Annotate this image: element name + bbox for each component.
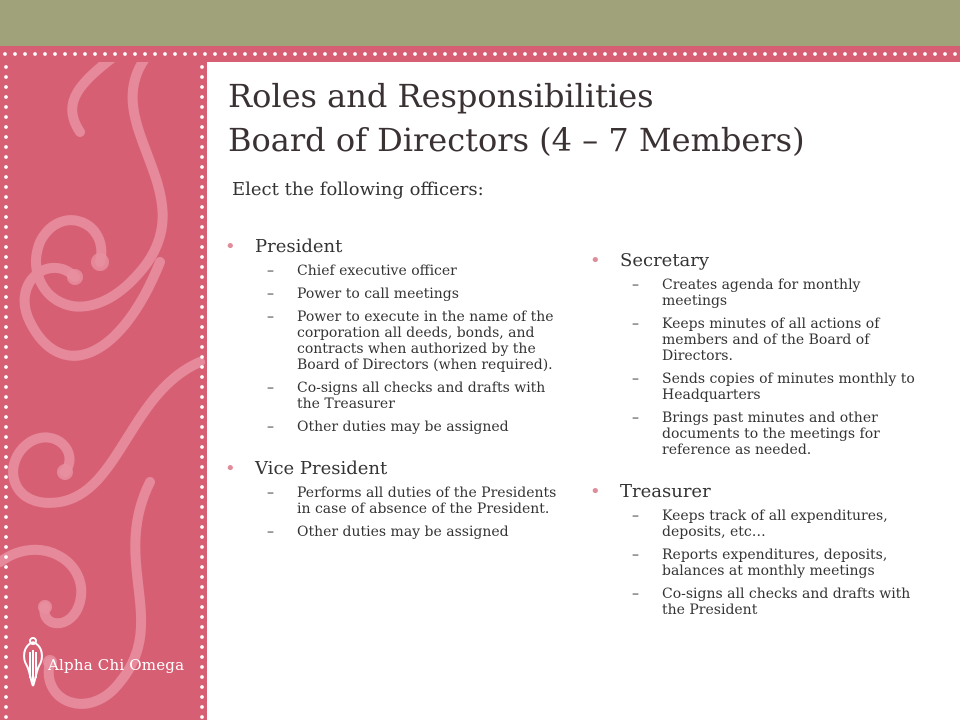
duty-text: Co-signs all checks and drafts with the Treasurer <box>297 380 546 412</box>
duty-item <box>590 371 920 403</box>
duty-text: Co-signs all checks and drafts with the President <box>662 586 911 618</box>
duty-text: Chief executive officer <box>297 263 457 279</box>
duty-item <box>590 586 920 618</box>
duty-text: Power to execute in the name of the corporation all deeds, bonds, and contracts when authorized by the Board of Directors (when required). <box>297 309 554 373</box>
duty-text: Reports expenditures, deposits, balances at monthly meetings <box>662 547 888 579</box>
dash-icon: – <box>632 586 639 602</box>
officer-title: • President <box>225 235 565 259</box>
duty-text: Power to call meetings <box>297 286 459 302</box>
dash-icon: – <box>267 263 274 279</box>
officer-president <box>225 235 565 435</box>
dash-icon: – <box>267 309 274 325</box>
dash-icon: – <box>267 286 274 302</box>
officer-column-left <box>225 235 565 550</box>
slide-title-line-2: Board of Directors (4 – 7 Members) <box>228 121 805 159</box>
duty-item <box>590 547 920 579</box>
officer-treasurer <box>590 480 920 618</box>
duty-text: Performs all duties of the Presidents in case of absence of the President. <box>297 485 557 517</box>
duty-item <box>225 309 565 373</box>
duty-item <box>225 524 565 540</box>
duty-item <box>225 263 565 279</box>
decorative-sidebar <box>0 62 207 720</box>
duty-item <box>225 419 565 435</box>
dash-icon: – <box>632 410 639 426</box>
dash-icon: – <box>632 371 639 387</box>
duty-text: Keeps minutes of all actions of members and of the Board of Directors. <box>662 316 880 364</box>
dash-icon: – <box>632 508 639 524</box>
officer-column-right <box>590 249 920 628</box>
dash-icon: – <box>267 380 274 396</box>
officer-title: • Treasurer <box>590 480 920 504</box>
dash-icon: – <box>267 524 274 540</box>
header-band <box>0 0 960 46</box>
duty-item <box>590 277 920 309</box>
duty-text: Other duties may be assigned <box>297 524 509 540</box>
dotted-border-strip <box>0 46 960 62</box>
dash-icon: – <box>632 547 639 563</box>
duty-item <box>225 380 565 412</box>
duty-item <box>590 410 920 458</box>
dash-icon: – <box>632 277 639 293</box>
officer-title: • Vice President <box>225 457 565 481</box>
dash-icon: – <box>267 485 274 501</box>
slide-title <box>228 74 928 162</box>
dash-icon: – <box>632 316 639 332</box>
flourish-pattern <box>0 62 207 720</box>
duty-text: Creates agenda for monthly meetings <box>662 277 861 309</box>
dash-icon: – <box>267 419 274 435</box>
duty-text: Other duties may be assigned <box>297 419 509 435</box>
lyre-icon <box>18 636 48 692</box>
officer-vice-president <box>225 457 565 540</box>
duty-item <box>225 286 565 302</box>
duty-item <box>590 508 920 540</box>
officer-secretary <box>590 249 920 458</box>
duty-text: Keeps track of all expenditures, deposits, etc… <box>662 508 888 540</box>
duty-item <box>225 485 565 517</box>
officer-title: • Secretary <box>590 249 920 273</box>
sidebar-dots-left <box>4 62 8 720</box>
slide-title-line-1: Roles and Responsibilities <box>228 77 654 115</box>
duty-text: Sends copies of minutes monthly to Headquarters <box>662 371 915 403</box>
intro-text: Elect the following officers: <box>232 179 484 200</box>
sidebar-dots-right <box>200 62 204 720</box>
brand-name: Alpha Chi Omega <box>48 656 185 674</box>
duty-text: Brings past minutes and other documents to the meetings for reference as needed. <box>662 410 880 458</box>
duty-item <box>590 316 920 364</box>
